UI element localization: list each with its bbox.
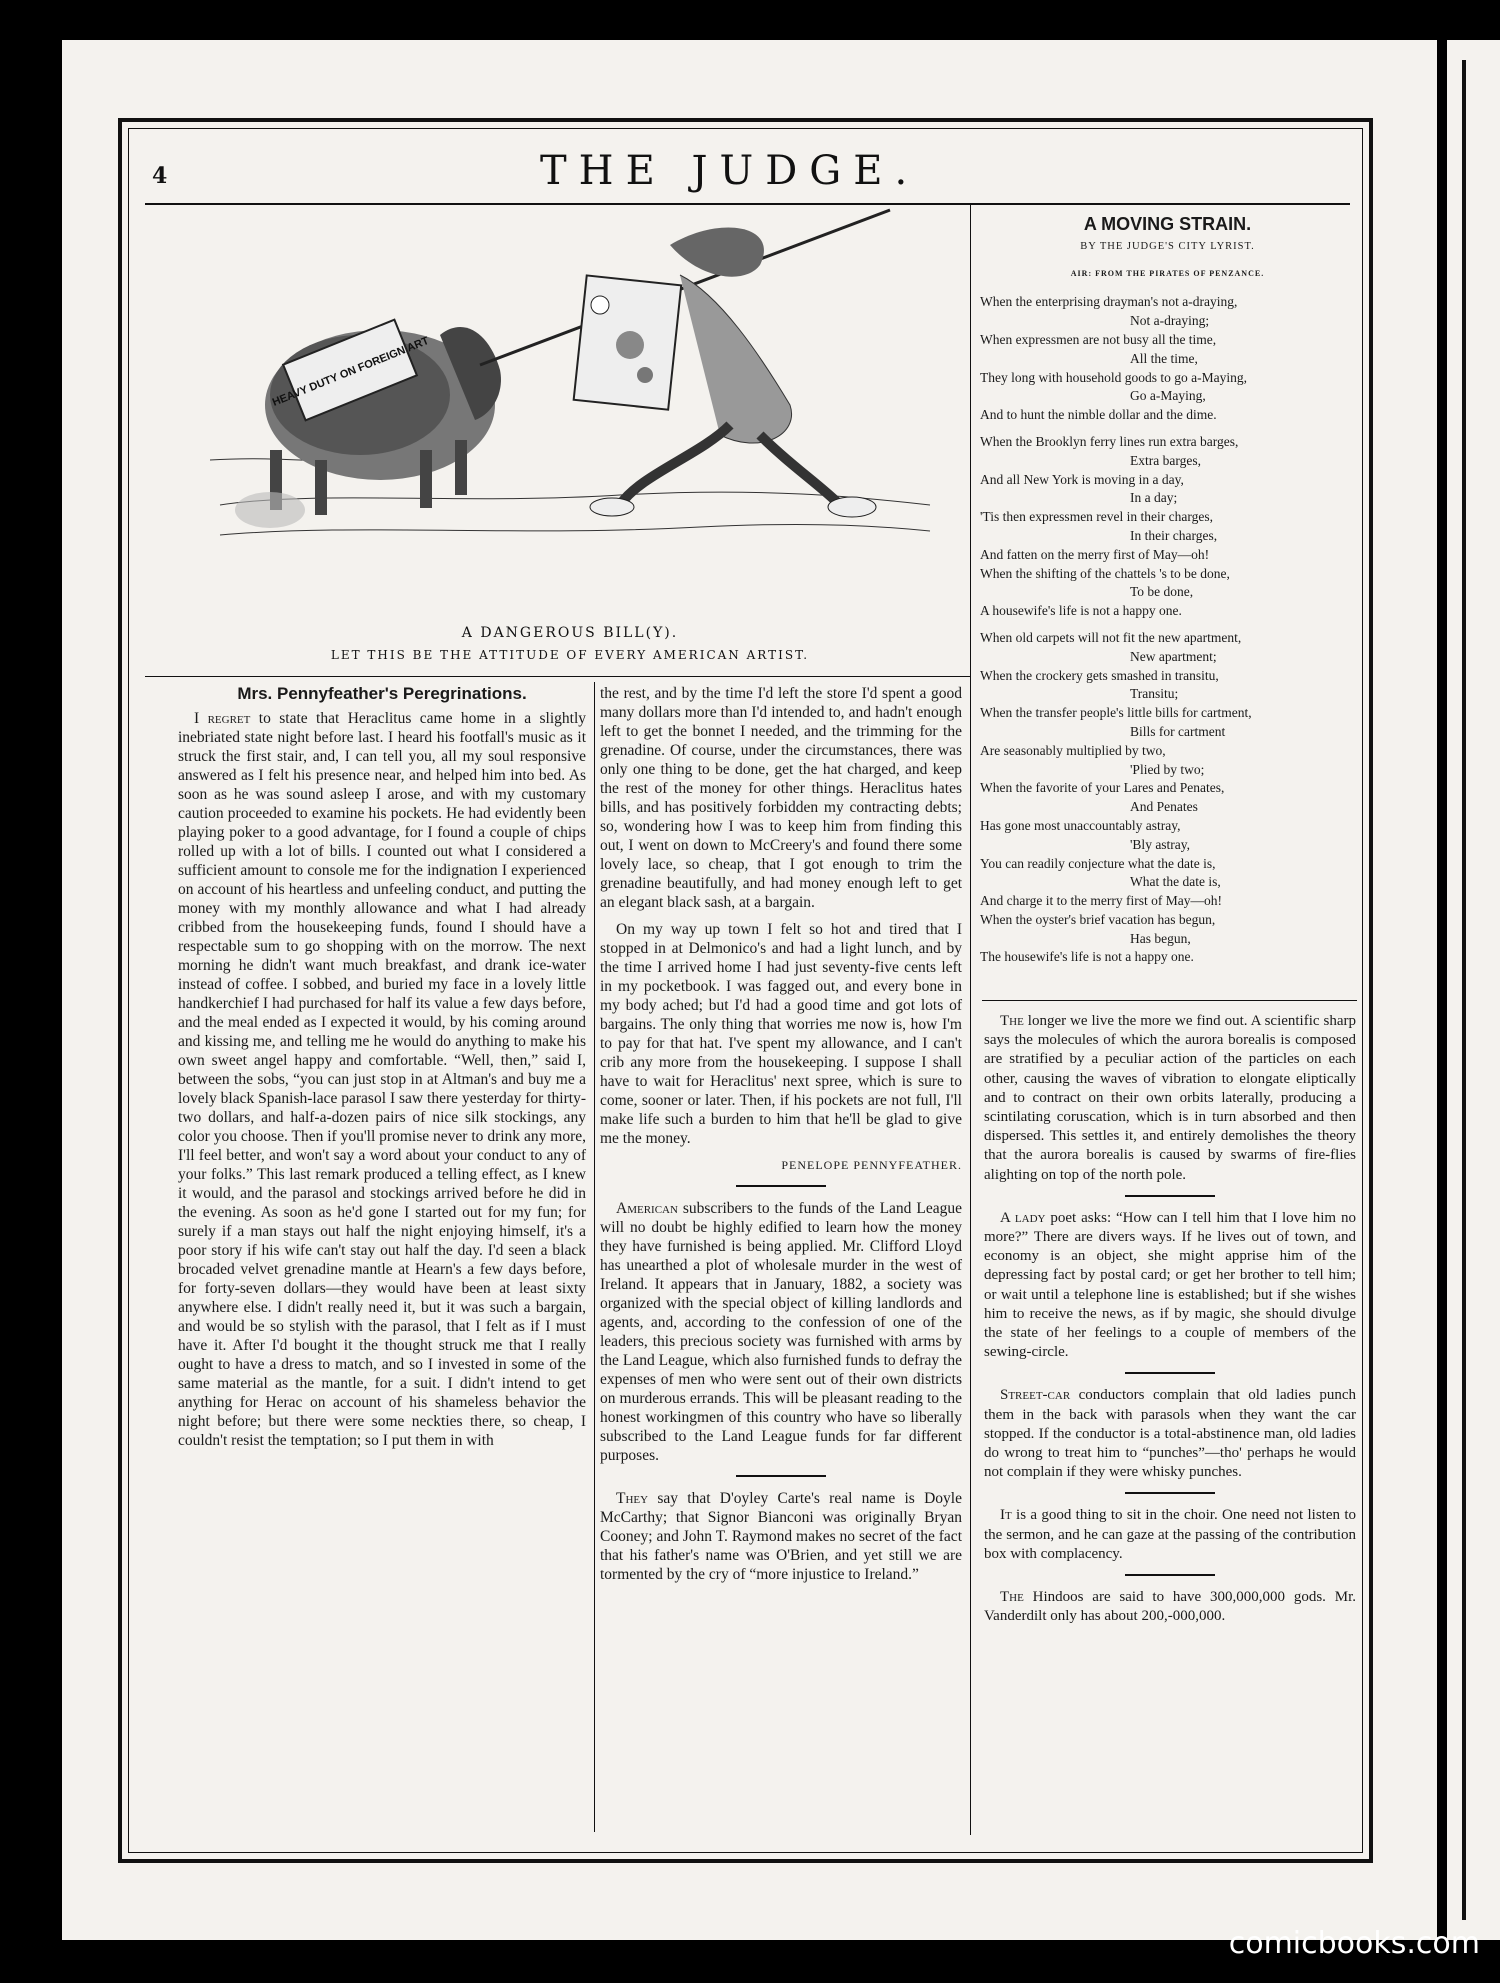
- lead-word: A lady: [1000, 1209, 1046, 1226]
- poem-title: A MOVING STRAIN.: [1083, 214, 1252, 234]
- poem-line: New apartment;: [1130, 648, 1217, 664]
- lead-word: It: [1000, 1507, 1012, 1524]
- poem-line: When the oyster's brief vacation has begun,: [980, 911, 1216, 927]
- cartoon-caption-title: A DANGEROUS BILL(Y).: [461, 625, 679, 641]
- poem-line: When the shifting of the chattels 's to be done,: [980, 565, 1230, 581]
- poem-line: All the time,: [1130, 350, 1198, 366]
- street-car-paragraph: [984, 1386, 1356, 1482]
- paragraph-text: say that D'oyley Carte's real name is Doyle McCarthy; that Signor Bianconi was originally Bryan Cooney; and John T. Raymond makes no secret of the fact that his father's name was O'Brien, and yet still we are tormented by the cry of “more injustice to Ireland.”: [600, 1490, 962, 1583]
- poem-line: In a day;: [1130, 490, 1178, 506]
- watermark: comicbooks.com: [1228, 1926, 1480, 1961]
- poem-line: Bills for cartment: [1130, 723, 1226, 739]
- poem-line: Not a-draying;: [1130, 313, 1210, 329]
- doyly-carte-paragraph: [600, 1489, 962, 1584]
- poem-line: In their charges,: [1130, 527, 1218, 543]
- lead-word: The: [1000, 1013, 1024, 1029]
- poem-line: And charge it to the merry first of May—oh!: [980, 893, 1222, 909]
- section-rule: [1125, 1372, 1215, 1374]
- article-peregrinations-col1: [178, 684, 586, 1458]
- paragraph-text: Hindoos are said to have 300,000,000 gods. Mr. Vanderdilt only has about 200,-000,000.: [984, 1589, 1356, 1625]
- lead-word: Street-car: [1000, 1387, 1071, 1404]
- land-league-paragraph: [600, 1199, 962, 1465]
- lady-poet-paragraph: [984, 1209, 1356, 1363]
- sign-text: HEAVY DUTY ON FOREIGN ART: [270, 334, 431, 409]
- section-rule: [1125, 1195, 1215, 1197]
- masthead: THE JUDGE.: [540, 148, 920, 194]
- paragraph-text: is a good thing to sit in the choir. One need not listen to the sermon, and he can gaze at the passing of the contribution box with complacency.: [984, 1507, 1356, 1562]
- poem-line: When expressmen are not busy all the time,: [980, 331, 1217, 347]
- poem-stanza: [980, 433, 1355, 621]
- poem-line: And to hunt the nimble dollar and the dime.: [980, 407, 1217, 423]
- poem-line: And Penates: [1130, 799, 1198, 815]
- poem-end-rule: [982, 1000, 1357, 1001]
- poem-air: AIR: FROM THE PIRATES OF PENZANCE.: [1070, 268, 1265, 278]
- poem-byline: BY THE JUDGE'S CITY LYRIST.: [1080, 240, 1255, 252]
- article-signature: PENELOPE PENNYFEATHER.: [781, 1158, 962, 1172]
- poem-line: A housewife's life is not a happy one.: [980, 603, 1182, 619]
- hindoo-paragraph: [984, 1588, 1356, 1626]
- poem-line: 'Plied by two;: [1130, 761, 1205, 777]
- poem-stanza: [980, 629, 1355, 967]
- poem-line: When the transfer people's little bills for cartment,: [980, 705, 1252, 721]
- right-column-divider: [970, 205, 971, 1835]
- poem-line: When the crockery gets smashed in transitu,: [980, 667, 1219, 683]
- cartoon-caption-subtitle: LET THIS BE THE ATTITUDE OF EVERY AMERICAN ARTIST.: [330, 648, 810, 662]
- lead-word: The: [1000, 1589, 1024, 1606]
- poem-line: What the date is,: [1130, 874, 1221, 890]
- poem-line: When the favorite of your Lares and Penates,: [980, 780, 1225, 796]
- poem-line: When the enterprising drayman's not a-draying,: [980, 294, 1238, 310]
- poem-line: And fatten on the merry first of May—oh!: [980, 546, 1210, 562]
- paragraph-text: subscribers to the funds of the Land League will no doubt be highly edified to learn how the money they have furnished is being applied. Mr. Clifford Lloyd has unearthed a plot of wholesale murder in the west of Ireland. It appears that in January, 1882, a society was organized with the special object of killing landlords and agents, and, according to the confession of one of the leaders, this precious society was furnished with arms by the Land League, which also furnished funds to defray the expenses of men who were sent out of their own districts on murderous errands. This will be pleasant reading to the honest workingmen of this country who have so liberally subscribed to the Land League funds for far different purposes.: [600, 1200, 962, 1464]
- section-rule: [1125, 1574, 1215, 1576]
- poem-line: Transitu;: [1130, 686, 1179, 702]
- paragraph-text: longer we live the more we find out. A scientific sharp says the molecules of which the aurora borealis is composed are stratified by a peculiar action of the particles on each other, causing the waves of vibration to elongate eliptically and to contract on their own orbits laterally, producing a scintilating coruscation, which is in turn absorbed and then dispersed. This settles it, and entirely demolishes the theory that the aurora borealis is caused by swarms of fire-flies alighting on top of the north pole.: [984, 1013, 1356, 1183]
- paragraph-text: to state that Heraclitus came home in a slightly inebriated state night before last. I heard his footfall's music as it struck the first stair, and, I can tell you, all my soul responsive answered as I felt his presence near, and helped him into bed. As soon as he was sound asleep I arose, and with my customary caution proceeded to examine his pockets. He had evidently been playing poker to a good advantage, for I found a couple of chips rolled up with a lot of bills. I counted out what I considered a sufficient amount to console me for the indignation I experienced on account of his heartless and unfeeling conduct, and putting the money with my monthly allowance and what I had already cribbed from the housekeeping funds, found I should have a respectable sum to go shopping with on the morrow. The next morning he didn't want much breakfast, and drank ice-water instead of coffee. I sobbed, and buried my face in a lovely little handkerchief I had purchased for half its value a few days before, and the meal ended as I expected it would, by his coming around and kissing me, and telling me he would do anything to make his own sweet angel happy and comfortable. “Well, then,” said I, between the sobs, “you can just stop in at Altman's and buy me a lovely black Spanish-lace parasol I saw there yesterday for thirty-two dollars, and half-a-dozen pairs of nice silk stockings, any color you choose. Then if you'll promise never to drink any more, I'll feel better, and won't say a word about your conduct to any of your folks.” This last remark produced a telling effect, as I knew it would, and the parasol and stockings arrived before he did in the evening. As soon as he'd gone I started out for my fun; for surely if a man stays out half the night enjoying himself, it's a poor story if his wife can't stay out half the day. I'd seen a black brocaded velvet grenadine mantle at Hearn's a few days before, for forty-seven dollars—they would have been at least sixty anywhere else. I didn't really need it, but it was such a bargain, and would be so stylish with the parasol, that I felt as if I must have it. After I'd bought it the thought struck me that I really ought to have a dress to match, and so I invested in some of the same material as the mantle, for a suit. I didn't intend to get anything for Herac on account of his shameless behavior the night before; but there were some neckties there, so cheap, I couldn't resist the temptation; so I put them in with: [178, 710, 587, 1449]
- lead-word: I regret: [194, 710, 251, 727]
- section-rule: [1125, 1492, 1215, 1494]
- poem-stanzas: [980, 293, 1355, 967]
- section-rule: [736, 1185, 826, 1187]
- poem-line: 'Bly astray,: [1130, 836, 1191, 852]
- article-peregrinations-col2: [600, 684, 962, 1592]
- article-paragraph: On my way up town I felt so hot and tired that I stopped in at Delmonico's and had a light lunch, and by the time I arrived home I had just seventy-five cents left in my pocketbook. I was fagged out, and every bone in my body ached; but I'd had a good time and got lots of bargains. The only thing that worries me now is, how I'm to pay for that hat. I've spent my allowance, and I can't crib any more from the housekeeping. I suppose I shall have to wait for Heraclitus' next spree, which is sure to come, sooner or later. Then, if his pockets are not full, I'll make life such a burden to him that he'll be glad to give me the money.: [600, 921, 962, 1147]
- section-rule: [736, 1475, 826, 1477]
- poem-stanza: [980, 293, 1355, 425]
- aurora-paragraph: [984, 1012, 1356, 1185]
- cartoon-illustration: [200, 205, 940, 585]
- paragraph-text: poet asks: “How can I tell him that I love him no more?” There are divers ways. If he lives out of town, and economy is an object, she might apprise him of the depressing fact by postal card; or get her brother to tell him; or wait until a telephone line is established; but if she wishes him to receive the news, as if by magic, she should divulge the state of her feelings to a couple of members of the sewing-circle.: [984, 1209, 1356, 1361]
- poem-line: Extra barges,: [1130, 452, 1201, 468]
- poem-line: 'Tis then expressmen revel in their charges,: [980, 509, 1214, 525]
- left-column-divider: [594, 682, 595, 1832]
- poem-line: To be done,: [1130, 584, 1194, 600]
- page-number: 4: [152, 163, 168, 189]
- right-column-items: [984, 1012, 1356, 1634]
- poem-line: And all New York is moving in a day,: [980, 471, 1184, 487]
- choir-paragraph: [984, 1506, 1356, 1564]
- poem-line: Go a-Maying,: [1130, 388, 1206, 404]
- poem-line: They long with household goods to go a-Maying,: [980, 369, 1247, 385]
- paragraph-text: conductors complain that old ladies punch them in the back with parasols when they want the car stopped. If the conductor is a total-abstinence man, old ladies do wrong to treat him to “punches”—tho' perhaps he would not complain if they were whisky punches.: [984, 1387, 1356, 1481]
- poem-line: You can readily conjecture what the date is,: [980, 855, 1216, 871]
- poem-line: Has gone most unaccountably astray,: [980, 817, 1181, 833]
- next-page-edge: [1447, 40, 1500, 1940]
- artist-figure: [574, 228, 876, 517]
- poem-line: When old carpets will not fit the new apartment,: [980, 629, 1242, 645]
- article-paragraph: the rest, and by the time I'd left the store I'd spent a good many dollars more than I'd intended to, and hadn't enough left to get the bonnet I needed, and the trimming for the grenadine. Of course, under the circumstances, there was only one thing to be done, get the hat charged, and keep the rest of the money for other things. Heraclitus hates bills, and has positively forbidden my contracting debts; so, wondering how I was to keep him from finding this out, I went on down to McCreery's and found there some lovely lace, so cheap, that I got enough to trim the grenadine beautifully, and had money enough left to get an elegant black sash, at a bargain.: [600, 685, 962, 911]
- article-paragraph: [178, 709, 586, 1450]
- poem-line: When the Brooklyn ferry lines run extra barges,: [980, 433, 1239, 449]
- poem-moving-strain: [980, 215, 1355, 975]
- lead-word: American: [616, 1200, 678, 1217]
- article-title: Mrs. Pennyfeather's Peregrinations.: [237, 684, 527, 703]
- poem-line: The housewife's life is not a happy one.: [980, 949, 1194, 965]
- poem-line: Has begun,: [1130, 930, 1191, 946]
- cartoon-bottom-rule: [145, 676, 970, 677]
- poem-line: Are seasonably multiplied by two,: [980, 742, 1166, 758]
- lead-word: They: [616, 1490, 649, 1507]
